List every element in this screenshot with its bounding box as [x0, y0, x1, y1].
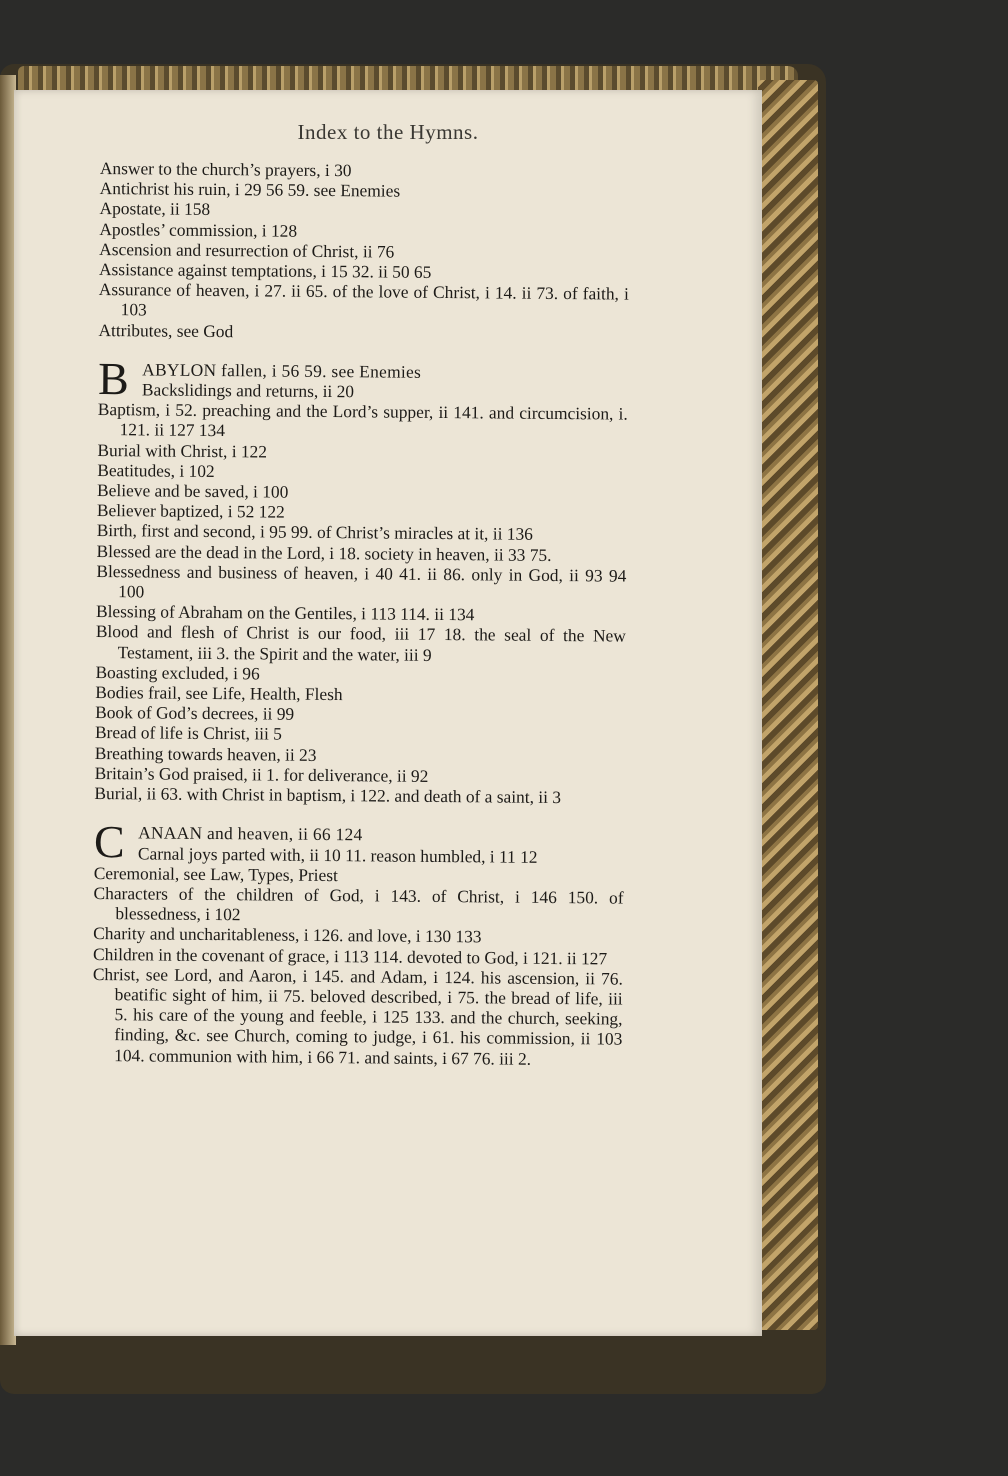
index-entry: Ascension and resurrection of Christ, ii 76 [99, 238, 395, 262]
index-entry: Burial, ii 63. with Christ in baptism, i 122. and death of a saint, ii 3 [94, 783, 562, 808]
index-section-b [94, 352, 628, 808]
section-opening-b [97, 352, 628, 405]
index-entry: Apostate, ii 158 [99, 198, 211, 220]
index-entry: Bodies frail, see Life, Health, Flesh [95, 682, 343, 705]
index-entry: ANAAN and heaven, ii 66 124 [138, 822, 363, 845]
drop-cap-letter: C [93, 816, 125, 868]
index-section-a [98, 158, 630, 344]
index-section-c [92, 816, 624, 1069]
index-entry: Attributes, see God [98, 319, 234, 341]
index-entry: Beatitudes, i 102 [97, 459, 215, 481]
index-entry: Baptism, i 52. preaching and the Lord’s supper, ii 141. and circumcision, i. 121. ii 127 134 [97, 399, 628, 441]
index-entry: Blood and flesh of Christ is our food, iii 17 18. the seal of the New Testament, iii 3. the Spirit and the water, iii 9 [95, 621, 626, 665]
book-page [14, 90, 762, 1336]
index-entry: Assurance of heaven, i 27. ii 65. of the love of Christ, i 14. ii 73. of faith, i 103 [98, 279, 629, 320]
index-entry: ABYLON fallen, i 56 59. see Enemies [142, 359, 422, 382]
index-entry: Antichrist his ruin, i 29 56 59. see Enemies [99, 178, 401, 201]
index-entry: Ceremonial, see Law, Types, Priest [93, 862, 338, 885]
section-opening-c [93, 816, 624, 868]
gilt-edge-right [758, 80, 818, 1330]
index-entry: Blessing of Abraham on the Gentiles, i 113 114. ii 134 [95, 601, 475, 625]
index-entry: Believer baptized, i 52 122 [96, 500, 285, 522]
index-entry: Answer to the church’s prayers, i 30 [99, 158, 352, 181]
index-entry: Blessedness and business of heaven, i 40 41. ii 86. only in God, ii 93 94 100 [96, 560, 627, 602]
index-entry: Breathing towards heaven, ii 23 [94, 742, 317, 765]
index-entry: Britain’s God praised, ii 1. for deliverance, ii 92 [94, 762, 429, 786]
hymn-index [92, 158, 630, 1069]
index-entry: Backslidings and returns, ii 20 [141, 379, 355, 402]
index-entry: Believe and be saved, i 100 [97, 480, 289, 502]
gilt-edge-top [18, 66, 798, 92]
index-entry: Birth, first and second, i 95 99. of Christ’s miracles at it, ii 136 [96, 520, 533, 545]
index-entry: Children in the covenant of grace, i 113 114. devoted to God, i 121. ii 127 [92, 943, 608, 968]
index-entry: Book of God’s decrees, ii 99 [95, 702, 295, 724]
index-entry: Charity and uncharitableness, i 126. and love, i 130 133 [93, 923, 482, 947]
index-entry: Carnal joys parted with, ii 10 11. reason humbled, i 11 12 [137, 842, 538, 867]
index-entry: Christ, see Lord, and Aaron, i 145. and Adam, i 124. his ascension, ii 76. beatific sight of him, ii 75. beloved described, i 75. the bread of life, iii 5. his care of the young and feeble, i 125 133. and the church, seeking, finding, &c. see Church, coming to judge, i 61. his commission, ii 103 104. communion with him, i 66 71. and saints, i 67 76. iii 2. [92, 963, 623, 1069]
running-head: Index to the Hymns. [297, 120, 479, 144]
index-entry: Characters of the children of God, i 143. of Christ, i 146 150. of blessedness, i 102 [93, 882, 624, 925]
index-entry: Boasting excluded, i 96 [95, 661, 260, 684]
index-entry: Blessed are the dead in the Lord, i 18. society in heaven, ii 33 75. [96, 540, 552, 565]
drop-cap-letter: B [97, 352, 129, 405]
index-entry: Bread of life is Christ, iii 5 [94, 722, 283, 745]
index-entry: Assistance against temptations, i 15 32. ii 50 65 [98, 259, 432, 282]
index-entry: Apostles’ commission, i 128 [99, 218, 298, 241]
index-entry: Burial with Christ, i 122 [97, 439, 268, 462]
